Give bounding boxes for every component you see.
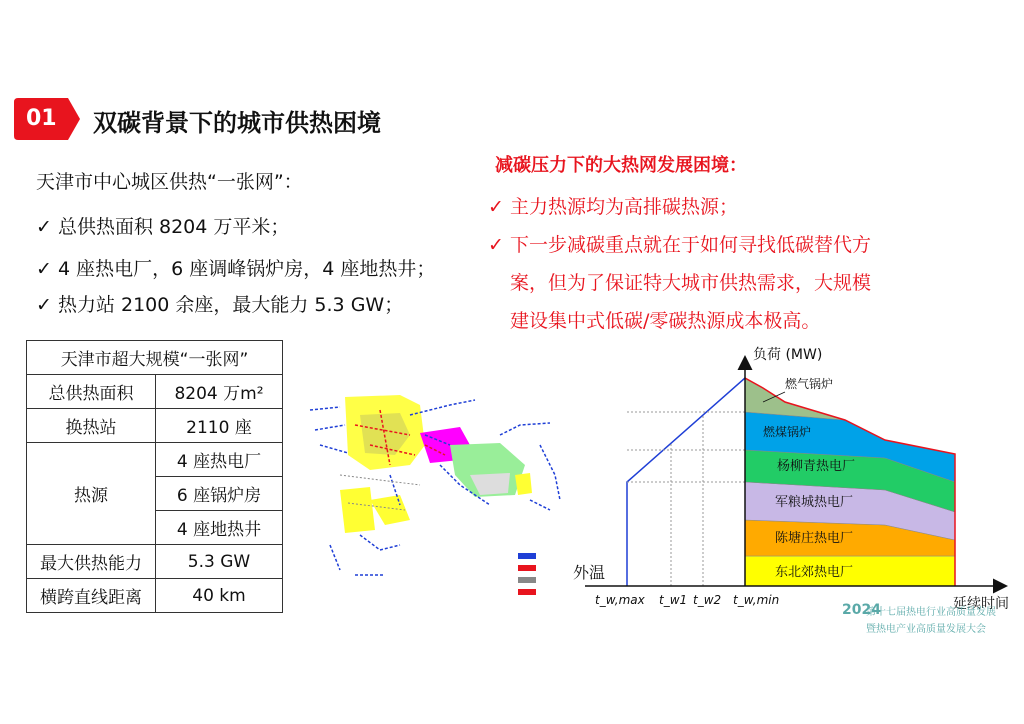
table-row <box>27 341 283 375</box>
tick-label: t_w2 <box>693 593 722 607</box>
right-heading: 减碳压力下的大热网发展困境： <box>495 155 747 176</box>
tick-label: t_w1 <box>659 593 688 607</box>
table-cell-label: 最大供热能力 <box>27 545 156 579</box>
left-intro: 天津市中心城区供热“一张网”： <box>36 171 303 193</box>
heating-network-map <box>300 335 600 615</box>
table-cell-label: 换热站 <box>27 409 156 443</box>
left-item-area: ✓ 总供热面积 8204 万平米； <box>36 216 290 238</box>
layer-label-dongbeijiao: 东北郊热电厂 <box>775 565 854 580</box>
top-band <box>0 0 1024 76</box>
tick-label: t_w,max <box>595 593 645 607</box>
page-title: 双碳背景下的城市供热困境 <box>93 109 381 137</box>
table-cell-label: 横跨直线距离 <box>27 579 156 613</box>
table-cell-value: 8204 万m² <box>156 375 283 409</box>
left-item-sources: ✓ 4 座热电厂，6 座调峰锅炉房，4 座地热井； <box>36 258 436 280</box>
table-cell-label: 总供热面积 <box>27 375 156 409</box>
table-cell-value: 4 座热电厂 <box>156 443 283 477</box>
bottom-band <box>0 650 1024 724</box>
y-axis-label: 负荷 (MW) <box>753 347 823 363</box>
left-item-stations: ✓ 热力站 2100 余座，最大能力 5.3 GW； <box>36 294 404 316</box>
tick-label: t_w,min <box>733 593 780 607</box>
layer-label-gas: 燃气锅炉 <box>785 377 834 391</box>
table-cell-value: 2110 座 <box>156 409 283 443</box>
network-info-table <box>26 340 283 613</box>
right-bullet-2-line-2: 案，但为了保证特大城市供热需求，大规模 <box>510 272 872 294</box>
section-number: 01 <box>26 106 57 131</box>
outdoor-temp-label: 外温 <box>573 563 606 582</box>
right-bullet-2-line-3: 建设集中式低碳/零碳热源成本极高。 <box>510 310 821 332</box>
table-row <box>27 409 283 443</box>
table-cell-label: 热源 <box>27 443 156 545</box>
table-row <box>27 443 283 477</box>
table-row <box>27 579 283 613</box>
table-cell-value: 40 km <box>156 579 283 613</box>
heat-load-duration-chart <box>573 340 1024 620</box>
event-logo-line-2: 暨热电产业高质量发展大会 <box>866 624 986 635</box>
event-logo-line-1: 第十七届热电行业高质量发展 <box>866 607 996 618</box>
right-bullet-1: ✓ 主力热源均为高排碳热源； <box>488 196 738 218</box>
event-logo-mark: 2024 <box>842 602 881 618</box>
table-row <box>27 375 283 409</box>
layer-label-junliangcheng: 军粮城热电厂 <box>775 495 854 510</box>
table-title: 天津市超大规模“一张网” <box>27 341 283 375</box>
table-cell-value: 6 座锅炉房 <box>156 477 283 511</box>
right-bullet-2-line-1: ✓ 下一步减碳重点就在于如何寻找低碳替代方 <box>488 234 871 256</box>
table-cell-value: 5.3 GW <box>156 545 283 579</box>
table-cell-value: 4 座地热井 <box>156 511 283 545</box>
layer-label-yangliuqing: 杨柳青热电厂 <box>777 459 856 474</box>
layer-label-chentangzhuang: 陈塘庄热电厂 <box>775 531 854 546</box>
x-axis-label: 延续时间 <box>953 596 1009 612</box>
table-row <box>27 545 283 579</box>
layer-label-coal: 燃煤锅炉 <box>763 425 812 439</box>
